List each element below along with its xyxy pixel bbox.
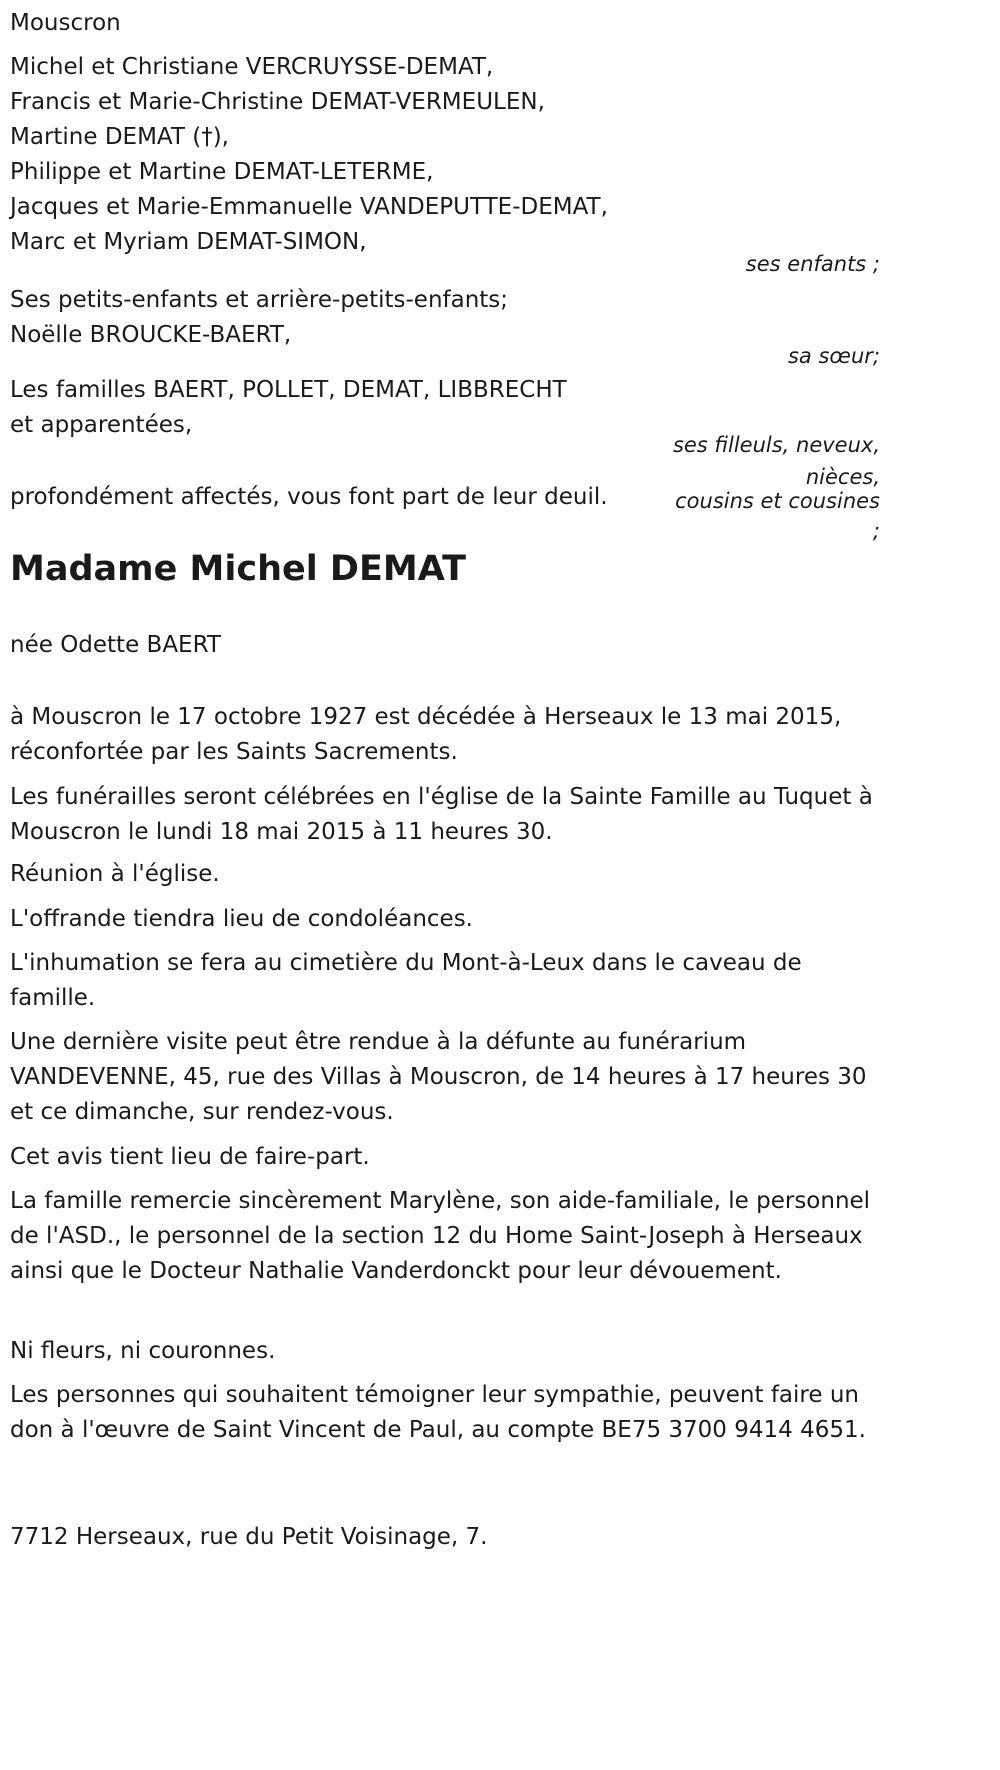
city-heading: Mouscron (10, 10, 121, 36)
relatives-role-line: ; (872, 519, 880, 543)
child-entry: Marc et Myriam DEMAT-SIMON, (10, 229, 367, 255)
paragraph-birth-death: à Mouscron le 17 octobre 1927 est décédée à Herseaux le 13 mai 2015, réconfortée par les Saints Sacrements. (10, 704, 842, 765)
paragraph-thanks: La famille remercie sincèrement Marylène, son aide-familiale, le personnel de l'ASD., le personnel de la section 12 du Home Saint-Joseph à Herseaux ainsi que le Docteur Nathalie Vanderdonckt pour leur dévouement. (10, 1188, 871, 1284)
paragraph-donation: Les personnes qui souhaitent témoigner leur sympathie, peuvent faire un don à l'œuvre de Saint Vincent de Paul, au compte BE75 3700 9414 4651. (10, 1382, 866, 1443)
child-entry: Francis et Marie-Christine DEMAT-VERMEULEN, (10, 89, 545, 115)
relatives-role-line: nièces, (805, 465, 880, 489)
relatives-role-line: ses filleuls, neveux, (672, 433, 880, 457)
relatives-role (673, 433, 880, 543)
child-entry: Michel et Christiane VERCRUYSSE-DEMAT, (10, 54, 494, 80)
families-line: Les familles BAERT, POLLET, DEMAT, LIBBRECHT (10, 377, 567, 403)
sister-line: Noëlle BROUCKE-BAERT, (10, 322, 292, 348)
paragraph-funeral: Les funérailles seront célébrées en l'église de la Sainte Famille au Tuquet à Mouscron le lundi 18 mai 2015 à 11 heures 30. (10, 784, 873, 845)
paragraph-notice: Cet avis tient lieu de faire-part. (10, 1144, 370, 1170)
sister-role: sa sœur; (787, 344, 880, 368)
grandchildren-line: Ses petits-enfants et arrière-petits-enfants; (10, 287, 509, 313)
children-role: ses enfants ; (745, 252, 880, 276)
families-line-continued: et apparentées, (10, 412, 193, 438)
paragraph-visit: Une dernière visite peut être rendue à la défunte au funérarium VANDEVENNE, 45, rue des Villas à Mouscron, de 14 heures à 17 heures 30 et ce dimanche, sur rendez-vous. (10, 1029, 867, 1125)
address-line: 7712 Herseaux, rue du Petit Voisinage, 7. (10, 1524, 488, 1550)
child-entry: Martine DEMAT (†), (10, 124, 229, 150)
announcement-line: profondément affectés, vous font part de leur deuil. (10, 484, 608, 510)
paragraph-no-flowers: Ni fleurs, ni couronnes. (10, 1338, 276, 1364)
deceased-name: Madame Michel DEMAT (10, 549, 466, 589)
paragraph-burial: L'inhumation se fera au cimetière du Mont-à-Leux dans le caveau de famille. (10, 950, 802, 1011)
child-entry: Philippe et Martine DEMAT-LETERME, (10, 159, 434, 185)
paragraph-meeting: Réunion à l'église. (10, 861, 220, 887)
relatives-role-line: cousins et cousines (675, 489, 880, 513)
child-entry: Jacques et Marie-Emmanuelle VANDEPUTTE-DEMAT, (10, 194, 608, 220)
maiden-name: née Odette BAERT (10, 632, 221, 658)
paragraph-offering: L'offrande tiendra lieu de condoléances. (10, 906, 473, 932)
